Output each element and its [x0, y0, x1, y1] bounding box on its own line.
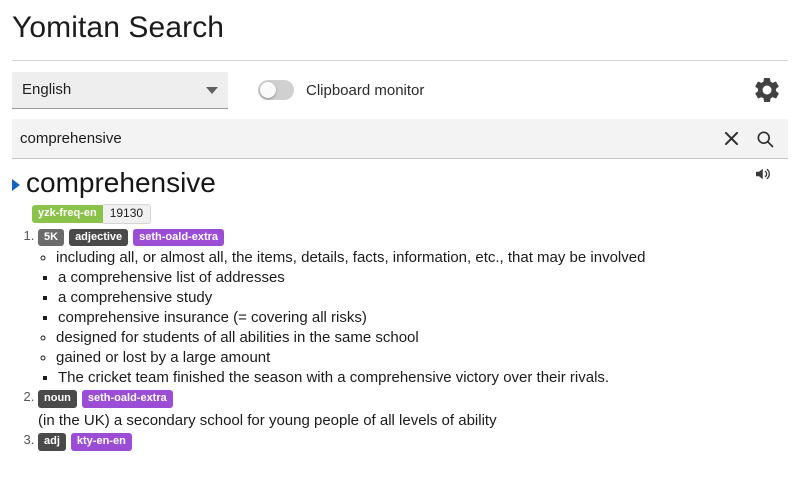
sense-tag-dictionary: seth-oald-extra	[82, 390, 173, 408]
sense-tag-pos: 3. adj	[38, 433, 66, 451]
language-select[interactable]	[12, 72, 228, 109]
search-button[interactable]	[748, 122, 782, 156]
sense-list	[12, 228, 788, 451]
search-input[interactable]	[16, 130, 714, 147]
sense-tag-row	[38, 229, 788, 247]
sense-tag-row	[38, 433, 788, 451]
triangle-right-icon[interactable]	[12, 179, 20, 191]
example-item: ▪ a comprehensive list of addresses	[58, 269, 788, 286]
gloss-item: (in the UK) a secondary school for young people of all levels of ability	[38, 412, 497, 430]
sense-tag-dictionary: kty-en-en	[71, 433, 132, 451]
sense-tag-row	[38, 390, 788, 408]
toggle-knob	[260, 82, 276, 98]
gloss-list	[38, 249, 788, 266]
gear-icon[interactable]	[752, 75, 782, 105]
gloss-item: ◦ gained or lost by a large amount	[56, 349, 788, 366]
speaker-icon[interactable]	[752, 165, 772, 183]
sense-tag-pos: adjective	[69, 229, 128, 247]
sense-tag-frequency: 1. 5K	[38, 229, 64, 247]
search-results	[12, 159, 788, 451]
clear-search-button[interactable]	[714, 122, 748, 156]
chevron-down-icon	[206, 87, 218, 94]
clipboard-monitor-label: Clipboard monitor	[306, 81, 425, 99]
frequency-value: 19130	[103, 204, 151, 224]
gloss-item: ◦ designed for students of all abilities in the same school	[56, 329, 788, 346]
clipboard-monitor-group[interactable]	[258, 80, 424, 100]
example-list	[38, 369, 788, 386]
sense-tag-pos: 2. noun	[38, 390, 77, 408]
example-item: ▪ a comprehensive study	[58, 289, 788, 306]
sense-item	[38, 228, 788, 387]
language-select-value: English	[22, 81, 72, 98]
sense-tag-dictionary: seth-oald-extra	[133, 229, 224, 247]
sense-item	[38, 432, 788, 451]
gloss-list	[38, 329, 788, 366]
sense-item	[38, 389, 788, 429]
entry-header	[12, 165, 788, 200]
title-row	[12, 0, 788, 52]
example-list	[38, 269, 788, 326]
headword: comprehensive	[26, 167, 216, 198]
gloss-item: ◦ including all, or almost all, the items, details, facts, information, etc., that may be involved	[56, 249, 788, 266]
search-bar[interactable]	[12, 119, 788, 159]
controls-row	[12, 61, 788, 119]
frequency-dictionary-tag: yzk-freq-en	[32, 205, 103, 223]
page-title: Yomitan Search	[12, 11, 225, 44]
example-item: ▪ The cricket team finished the season with a comprehensive victory over their rivals.	[58, 369, 788, 386]
clipboard-monitor-toggle[interactable]	[258, 80, 294, 100]
example-item: ▪ comprehensive insurance (= covering all risks)	[58, 309, 788, 326]
frequency-row	[32, 204, 788, 224]
